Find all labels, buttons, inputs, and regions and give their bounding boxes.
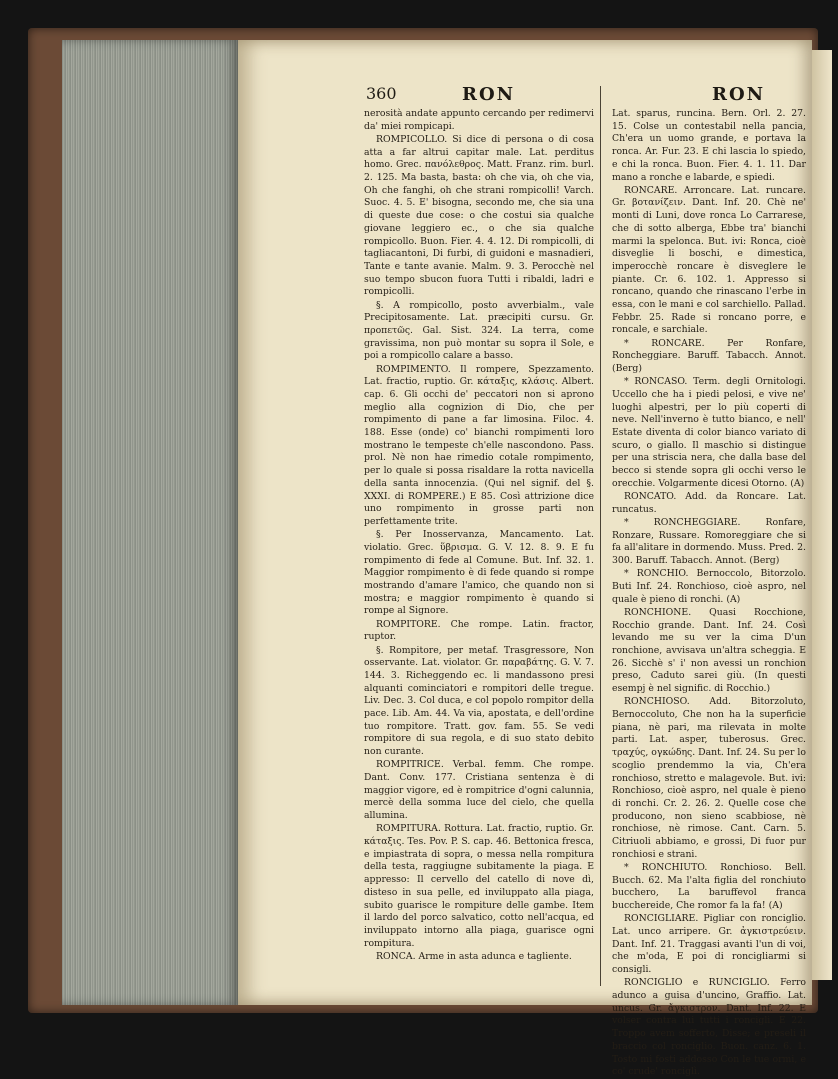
entry-paragraph: RONCHIOSO. Add. Bitorzoluto, Bernoccoluto, Che non ha la superficie piana, nè pari, ma rilevata in molte parti. Lat. asper, tuberosus. Grec. τραχύς, ογκώδης. Dant. Inf. 24. Su per lo scoglio prendemmo la via, Ch'era ronchioso, stretto e malagevole. But. ivi: Ronchioso, cioè aspro, nel quale è pieno di ronchi. Cr. 2. 26. 2. Quelle cose che producono, non sieno scabbiose, nè ronchiose, nè rimose. Cant. Carn. 5. Citriuoli abbiamo, e grossi, Di fuor pur ronchiosi e strani. [612,696,806,860]
entry-paragraph: * RONCASO. Term. degli Ornitologi. Uccello che ha i piedi pelosi, e vive ne' luoghi alpestri, per lo più coperti di neve. Nell'inverno è tutto bianco, e nell' Estate diventa di color bianco variato di scuro, o giallo. Il maschio si distingue per una striscia nera, che dalla base del becco si stende sopra gli occhi verso le orecchie. Volgarmente dicesi Otorno. (A) [612,376,806,489]
entry-paragraph: RONCHIONE. Quasi Rocchione, Rocchio grande. Dant. Inf. 24. Così levando me su ver la cima D'un ronchione, avvisava un'altra scheggia. E 26. Sicchè s' i' non avessi un ronchion preso, Caduto sarei giù. (In questi esempj è nel signific. di Rocchio.) [612,606,806,695]
column-rule [600,86,601,986]
entry-paragraph: * RONCHEGGIARE. Ronfare, Ronzare, Russare. Romoreggiare che si fa all'alitare in dormendo. Muss. Pred. 2. 300. Baruff. Tabacch. Annot. (Berg) [612,517,806,567]
facing-page-edge [812,50,832,980]
entry-paragraph: §. Rompitore, per metaf. Trasgressore, Non osservante. Lat. violator. Gr. παραβάτης. G. V. 7. 144. 3. Richeggendo ec. li mandassono presi alquanti cominciatori e rompitori delle tregue. Liv. Dec. 3. Col duca, e col popolo rompitor della pace. Lib. Am. 44. Va via, apostata, e dell'ordine tuo rompitore. Tratt. gov. fam. 55. Se vedi rompitore di sua regola, e di suo stato debito non curante. [364,644,594,758]
entry-paragraph: ROMPIMENTO. Il rompere, Spezzamento. Lat. fractio, ruptio. Gr. κάταξις, κλάσις. Albert. cap. 6. Gli occhi de' peccatori non si aprono meglio alla cognizion di Dio, che per rompimento di pane a far limosina. Filoc. 4. 188. Esse (onde) co' bianchi rompimenti loro mostrano le tempeste ch'elle nascondono. Pass. prol. Nè non hae rimedio cotale rompimento, per lo quale si possa risaldare la rotta navicella della santa innocenzia. (Qui nel signif. del §. XXXI. di ROMPERE.) E 85. Così attrizione dice uno rompimento in grosse parti non perfettamente trite. [364,363,594,527]
right-column [612,108,806,1078]
entry-paragraph: ROMPITRICE. Verbal. femm. Che rompe. Dant. Conv. 177. Cristiana sentenza è di maggior vigore, ed è rompitrice d'ogni calunnia, mercè della somma luce del cielo, che quella allumina. [364,759,594,822]
left-column [364,108,594,962]
entry-paragraph: * RONCHIUTO. Ronchioso. Bell. Bucch. 62. Ma l'alta figlia del ronchiuto bucchero, La baruffevol franca bucchereide, Che romor fa la fa! (A) [612,861,806,912]
entry-paragraph: ROMPITURA. Rottura. Lat. fractio, ruptio. Gr. κάταξις. Tes. Pov. P. S. cap. 46. Bettonica fresca, e impiastrata di sopra, o messa nella rompitura della testa, raggiugne subitamente la piaga. E appresso: Il cervello del catello di nove dì, disteso in sua pelle, ed inviluppato alla piaga, subito guarisce le rompiture delle gambe. Item il lardo del porco salvatico, cotto nell'acqua, ed inviluppato intorno alla piaga, guarisce ogni rompitura. [364,823,594,949]
entry-paragraph: RONCIGLIO e RUNCIGLIO. Ferro adunco a guisa d'uncino, Graffio. Lat. uncus. Gr. ἄγκιστρον. Dant. Inf. 22. E volser contra lui tutti i roncigli. E 22. Troppo avem sofferto, Disse; e preseli il braccio col ronciglio. Buon. canz. 6. 1. Tosto mi fosti addosso Con le tue ormi, e co' crude' ronciglì. [612,977,806,1078]
page-edges [62,40,238,1005]
entry-paragraph: RONCIGLIARE. Pigliar con ronciglio. Lat. unco arripere. Gr. ἀγκιστρεύειν. Dant. Inf. 21. Traggasi avanti l'un di voi, che m'oda, E poi di roncigliarmi si consigli. [612,913,806,976]
entry-paragraph: ROMPICOLLO. Si dice di persona o di cosa atta a far altrui capitar male. Lat. perditus homo. Grec. πανόλεθρος. Matt. Franz. rim. burl. 2. 125. Ma basta, basta: oh che via, oh che via, Oh che fanghi, oh che strani rompicolli! Varch. Suoc. 4. 5. E' bisogna, secondo me, che sia una di queste due cose: o che costui sia qualche giovane leggiero ec., o che sia qualche rompicollo. Buon. Fier. 4. 4. 12. Di rompicolli, di tagliacantoni, Di furbi, di guidoni e masnadieri, Tante e tante avanie. Malm. 9. 3. Perocchè nel suo tempo sbucon fuora Tutti i ribaldi, ladri e rompicolli. [364,133,594,298]
running-head-right: RON [712,84,766,105]
entry-paragraph: * RONCHIO. Bernoccolo, Bitorzolo. Buti Inf. 24. Ronchioso, cioè aspro, nel quale è pieno di ronchi. (A) [612,568,806,605]
entry-paragraph: RONCA. Arme in asta adunca e tagliente. [376,950,572,962]
entry-paragraph: Lat. sparus, runcina. Bern. Orl. 2. 27. 15. Colse un contestabil nella pancia, Ch'era un uomo grande, e portava la ronca. Ar. Fur. 23. E chi lascia lo spiedo, e chi la ronca. Buon. Fier. 4. 1. 11. Dar mano a ronche e labarde, e spiedi. [612,108,806,183]
entry-paragraph: §. Per Inosservanza, Mancamento. Lat. violatio. Grec. ὕβρισμα. G. V. 12. 8. 9. E fu rompimento di fede al Comune. But. Inf. 32. 1. Maggior rompimento è di fede quando si rompe mostrando d'amare l'amico, che quando non si mostra; e maggior rompimento è quando si rompe al Signore. [364,529,594,617]
entry-paragraph: RONCATO. Add. da Roncare. Lat. runcatus. [612,491,806,515]
page-number: 360 [366,84,397,103]
running-head-left: RON [462,84,516,105]
entry-paragraph: §. A rompicollo, posto avverbialm., vale Precipitosamente. Lat. præcipiti cursu. Gr. προπετῶς. Gal. Sist. 324. La terra, come gravissima, non può montar su sopra il Sole, e poi a rompicollo calare a basso. [364,299,594,362]
entry-paragraph: ROMPITORE. Che rompe. Latin. fractor, ruptor. [364,618,594,643]
entry-paragraph: RONCARE. Arroncare. Lat. runcare. Gr. βοτανίζειν. Dant. Inf. 20. Chè ne' monti di Luni, dove ronca Lo Carrarese, che di sotto alberga, Ebbe tra' bianchi marmi la spelonca. But. ivi: Ronca, cioè disveglie li boschi, e dimestica, imperocchè roncare è disveglere le piante. Cr. 6. 102. 1. Appresso si roncano, quando che rinascano l'erbe in essa, con le mani e col sarchiello. Pallad. Febbr. 25. Rade si roncano porre, e roncale, e sarchiale. [612,184,806,336]
entry-paragraph: * RONCARE. Per Ronfare, Roncheggiare. Baruff. Tabacch. Annot. (Berg) [612,337,806,375]
entry-paragraph: nerosità andate appunto cercando per redimervi da' miei rompicapi. [364,108,594,132]
